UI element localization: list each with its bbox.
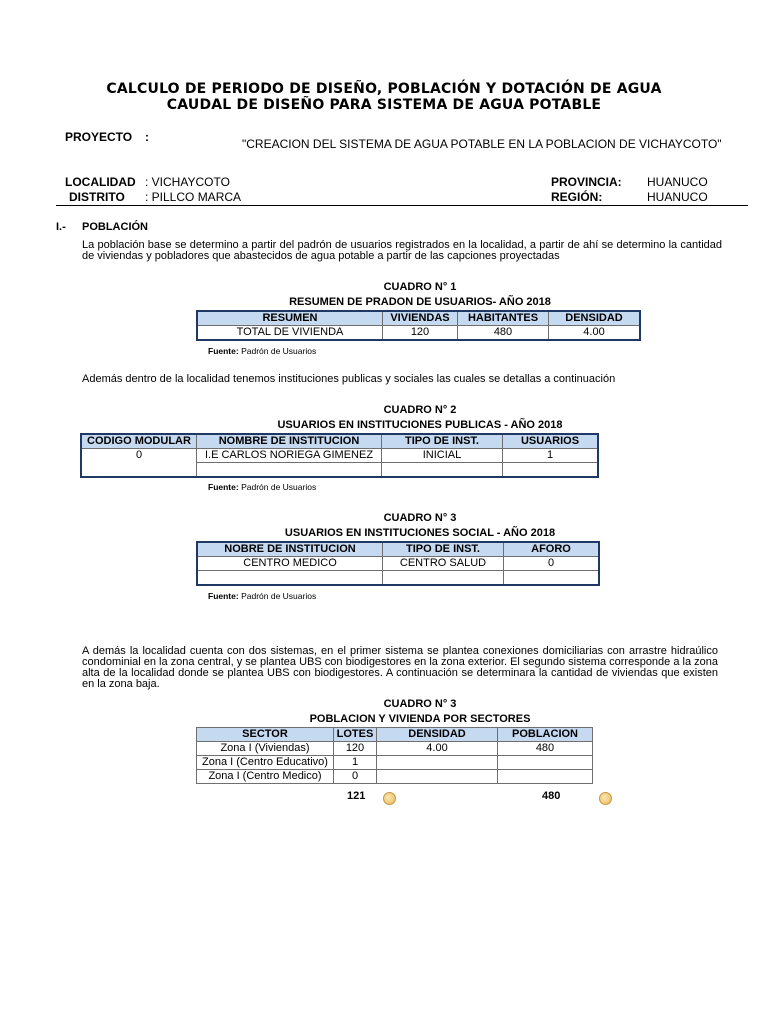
cuadro3-source [208,591,316,601]
cuadro2-header: NOMBRE DE INSTITUCION [197,434,382,449]
cuadro1-header: HABITANTES [458,311,549,326]
distrito-label: DISTRITO [69,190,125,204]
cuadro4-table [196,727,593,784]
cuadro1-number: CUADRO N° 1 [383,281,457,293]
table-cell: I.E CARLOS NORIEGA GIMENEZ [197,449,382,463]
systems-paragraph: A demás la localidad cuenta con dos sistemas, en el primer sistema se plantea conexiones domiciliarias con arrastre hidraúlico condominial en la zona central, y se plantea UBS con biodigestores en la zona exterior. El segundo sistema corresponde a la zona alta de la localidad donde se plantea UBS con biodigestores. A continuación se determinara la cantidad de viviendas que existen en la zona baja. [82,645,718,690]
table-cell: 120 [334,742,377,756]
table-cell: Zona I (Centro Medico) [197,770,334,784]
localidad-label: LOCALIDAD [65,175,136,189]
cuadro3-header: NOBRE DE INSTITUCION [197,542,383,557]
comment-icon[interactable] [383,792,396,805]
cuadro2-header: TIPO DE INST. [382,434,503,449]
cuadro4-header: POBLACION [498,728,593,742]
cuadro2-header: USUARIOS [503,434,599,449]
table-cell [377,756,498,770]
table-cell: Zona I (Viviendas) [197,742,334,756]
table-cell [383,571,504,586]
section-title: POBLACIÓN [82,221,148,233]
table-cell: 120 [383,326,458,341]
source-text: Padrón de Usuarios [241,591,317,601]
cuadro2-header: CODIGO MODULAR [81,434,197,449]
table-cell [377,770,498,784]
source-label: Fuente: [208,591,239,601]
table-row [197,557,599,571]
table-row [81,449,598,463]
cuadro4-header: DENSIDAD [377,728,498,742]
cuadro1-source [208,346,316,356]
table-cell: 480 [498,742,593,756]
document-title-line1: CALCULO DE PERIODO DE DISEÑO, POBLACIÓN Y DOTACIÓN DE AGUA [106,81,662,97]
project-value: "CREACION DEL SISTEMA DE AGUA POTABLE EN LA POBLACION DE VICHAYCOTO" [242,137,722,151]
table-cell: 1 [503,449,599,463]
provincia-label: PROVINCIA: [551,175,622,189]
cuadro2-source [208,482,316,492]
cuadro2-table [80,433,599,478]
intro-paragraph: La población base se determino a partir del padrón de usuarios registrados en la localidad, a partir de ahí se determino la cantidad de viviendas y pobladores que abastecidos de agua potable a partir de las capciones proyectadas [82,239,722,262]
cuadro1-header: RESUMEN [197,311,383,326]
table-cell: 4.00 [377,742,498,756]
total-poblacion: 480 [542,790,561,802]
cuadro4-number: CUADRO N° 3 [383,698,457,710]
institutions-intro: Además dentro de la localidad tenemos instituciones publicas y sociales las cuales se detallas a continuación [82,373,616,385]
table-cell [197,571,383,586]
table-cell: 480 [458,326,549,341]
cuadro1-header: DENSIDAD [549,311,641,326]
table-cell [498,756,593,770]
table-cell: INICIAL [382,449,503,463]
table-cell: CENTRO MEDICO [197,557,383,571]
cuadro4-header: SECTOR [197,728,334,742]
table-cell [498,770,593,784]
table-cell: 0 [334,770,377,784]
cuadro3-table [196,541,600,586]
cuadro3-header: AFORO [504,542,600,557]
source-label: Fuente: [208,482,239,492]
table-row [197,770,593,784]
document-title-line2: CAUDAL DE DISEÑO PARA SISTEMA DE AGUA POTABLE [166,97,602,113]
cuadro3-title: USUARIOS EN INSTITUCIONES SOCIAL - AÑO 2018 [284,527,556,539]
source-label: Fuente: [208,346,239,356]
table-cell: CENTRO SALUD [383,557,504,571]
table-cell [197,463,382,478]
table-cell: TOTAL DE VIVIENDA [197,326,383,341]
comment-icon[interactable] [599,792,612,805]
table-row [197,326,640,341]
table-cell [382,463,503,478]
table-cell [503,463,599,478]
table-cell: 0 [504,557,600,571]
cuadro2-title: USUARIOS EN INSTITUCIONES PUBLICAS - AÑO 2018 [277,419,563,431]
distrito-value: : PILLCO MARCA [145,190,242,204]
cuadro3-header: TIPO DE INST. [383,542,504,557]
table-cell [504,571,600,586]
header-divider [56,205,748,206]
region-label: REGIÓN: [551,190,603,204]
project-label: PROYECTO [65,130,133,144]
cuadro3-number: CUADRO N° 3 [383,512,457,524]
table-row [197,756,593,770]
cuadro1-header: VIVIENDAS [383,311,458,326]
localidad-value: : VICHAYCOTO [145,175,230,189]
table-cell: Zona I (Centro Educativo) [197,756,334,770]
total-lotes: 121 [347,790,366,802]
cuadro4-header: LOTES [334,728,377,742]
table-cell: 4.00 [549,326,641,341]
table-row [197,742,593,756]
table-row [197,571,599,586]
table-cell: 1 [334,756,377,770]
source-text: Padrón de Usuarios [241,346,317,356]
cuadro4-title: POBLACION Y VIVIENDA POR SECTORES [309,713,531,725]
source-text: Padrón de Usuarios [241,482,317,492]
project-colon: : [145,130,149,144]
region-value: HUANUCO [647,190,708,204]
section-number: I.- [56,221,66,233]
provincia-value: HUANUCO [647,175,708,189]
cuadro2-number: CUADRO N° 2 [383,404,457,416]
table-cell: 0 [81,449,197,478]
cuadro1-title: RESUMEN DE PRADON DE USUARIOS- AÑO 2018 [289,296,551,308]
cuadro1-table [196,310,641,341]
